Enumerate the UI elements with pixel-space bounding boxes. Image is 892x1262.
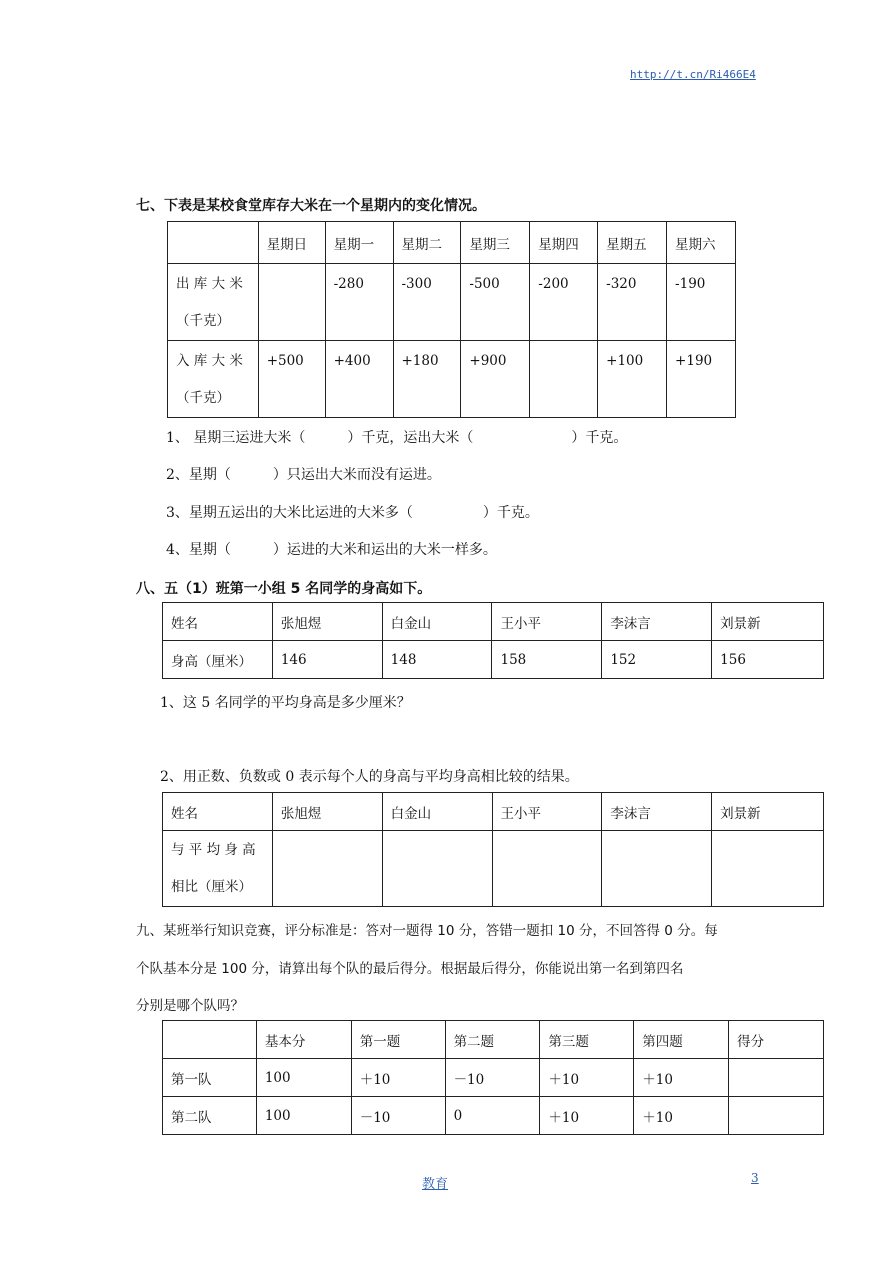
- question-7-2: 2、星期（ ）只运出大米而没有运进。: [166, 467, 441, 483]
- table-header-cell: 第三题: [540, 1021, 634, 1059]
- day-header: 星期一: [325, 222, 393, 264]
- row-label-incoming: [168, 341, 259, 418]
- answer-cell: [272, 831, 382, 907]
- day-header: 星期二: [393, 222, 461, 264]
- table-row-incoming: [168, 341, 736, 418]
- table-row-team-2: [163, 1097, 824, 1135]
- question-8-2: 2、用正数、负数或 0 表示每个人的身高与平均身高相比较的结果。: [160, 769, 579, 785]
- table-header-cell: 第一题: [351, 1021, 445, 1059]
- section-8-title: 八、五（1）班第一小组 5 名同学的身高如下。: [136, 581, 432, 597]
- table-header-cell: 白金山: [382, 603, 492, 641]
- table-cell: 100: [256, 1059, 351, 1097]
- table-cell: －10: [351, 1097, 445, 1135]
- table-cell: 152: [602, 641, 712, 679]
- section-9-line-3: 分别是哪个队吗？: [136, 998, 244, 1014]
- table-header-row: [168, 222, 736, 264]
- table-cell: 146: [272, 641, 382, 679]
- page-number: 3: [751, 1171, 759, 1185]
- table-cell: 第二队: [163, 1097, 257, 1135]
- table-cell: ＋10: [540, 1059, 634, 1097]
- table-header-cell: 王小平: [492, 793, 602, 831]
- table-cell: ＋10: [351, 1059, 445, 1097]
- row-label-line: 与 平 均 身 高: [171, 841, 256, 858]
- table-cell: 100: [256, 1097, 351, 1135]
- table-cell: [530, 341, 598, 418]
- row-label-outgoing: [168, 264, 259, 341]
- question-7-3: 3、星期五运出的大米比运进的大米多（ ）千克。: [166, 505, 539, 521]
- table-header-cell: 张旭煜: [272, 603, 382, 641]
- table-cell: +190: [667, 341, 736, 418]
- table-row-team-1: [163, 1059, 824, 1097]
- table-cell: －10: [445, 1059, 540, 1097]
- row-label-unit: （千克）: [176, 313, 230, 329]
- day-header: 星期五: [598, 222, 667, 264]
- table-cell: +900: [461, 341, 530, 418]
- answer-cell: [382, 831, 492, 907]
- footer-link[interactable]: 教育: [422, 1177, 449, 1192]
- question-7-1: 1、 星期三运进大米（ ）千克，运出大米（ ）千克。: [166, 430, 628, 446]
- table-cell: ＋10: [634, 1097, 729, 1135]
- answer-cell: [492, 831, 602, 907]
- table-row: [163, 641, 824, 679]
- row-label-comparison: [163, 831, 273, 907]
- table-cell: ＋10: [634, 1059, 729, 1097]
- rice-inventory-table: [167, 221, 736, 418]
- row-label-line: 出 库 大 米: [176, 276, 243, 292]
- section-9-line-2: 个队基本分是 100 分，请算出每个队的最后得分。根据最后得分，你能说出第一名到第四名: [136, 961, 684, 977]
- height-table: [162, 602, 824, 679]
- table-header-cell: 李沫言: [602, 793, 712, 831]
- row-label-line: 入 库 大 米: [176, 353, 243, 369]
- table-header-cell: 张旭煜: [272, 793, 382, 831]
- header-url-link[interactable]: http://t.cn/Ri466E4: [630, 68, 756, 81]
- table-cell: +500: [258, 341, 325, 418]
- table-header-cell: 王小平: [492, 603, 602, 641]
- table-header-row: [163, 1021, 824, 1059]
- table-header-cell: 姓名: [163, 793, 273, 831]
- day-header: 星期四: [530, 222, 598, 264]
- day-header: 星期六: [667, 222, 736, 264]
- table-cell: 158: [492, 641, 602, 679]
- table-cell: 148: [382, 641, 492, 679]
- table-cell: -320: [598, 264, 667, 341]
- table-header-row: [163, 793, 824, 831]
- table-cell: 身高（厘米）: [163, 641, 273, 679]
- table-header-cell: 李沫言: [602, 603, 712, 641]
- table-header-row: [163, 603, 824, 641]
- answer-cell: [602, 831, 712, 907]
- table-cell: [729, 1097, 824, 1135]
- table-corner-cell: [168, 222, 259, 264]
- table-header-cell: 第二题: [445, 1021, 540, 1059]
- table-cell: [258, 264, 325, 341]
- quiz-score-table: [162, 1020, 824, 1135]
- height-comparison-table: [162, 792, 824, 907]
- answer-cell: [712, 831, 824, 907]
- table-header-cell: [163, 1021, 257, 1059]
- table-header-cell: 得分: [729, 1021, 824, 1059]
- table-header-cell: 刘景新: [712, 603, 824, 641]
- table-cell: ＋10: [540, 1097, 634, 1135]
- table-cell: +180: [393, 341, 461, 418]
- table-cell: [729, 1059, 824, 1097]
- table-row-outgoing: [168, 264, 736, 341]
- table-cell: -280: [325, 264, 393, 341]
- table-header-cell: 基本分: [256, 1021, 351, 1059]
- table-cell: +100: [598, 341, 667, 418]
- row-label-unit: （千克）: [176, 390, 230, 406]
- question-7-4: 4、星期（ ）运进的大米和运出的大米一样多。: [166, 542, 497, 558]
- section-9-line-1: 九、某班举行知识竞赛，评分标准是：答对一题得 10 分，答错一题扣 10 分，不回答得 0 分。每: [136, 923, 718, 939]
- table-cell: 0: [445, 1097, 540, 1135]
- row-label-unit: 相比（厘米）: [171, 878, 252, 895]
- table-header-cell: 刘景新: [712, 793, 824, 831]
- table-cell: -500: [461, 264, 530, 341]
- question-8-1: 1、这 5 名同学的平均身高是多少厘米？: [160, 695, 411, 711]
- section-7-title: 七、下表是某校食堂库存大米在一个星期内的变化情况。: [136, 198, 486, 214]
- day-header: 星期三: [461, 222, 530, 264]
- table-header-cell: 姓名: [163, 603, 273, 641]
- table-header-cell: 白金山: [382, 793, 492, 831]
- table-header-cell: 第四题: [634, 1021, 729, 1059]
- table-cell: -300: [393, 264, 461, 341]
- table-row: [163, 831, 824, 907]
- table-cell: -190: [667, 264, 736, 341]
- table-cell: 第一队: [163, 1059, 257, 1097]
- table-cell: -200: [530, 264, 598, 341]
- table-cell: +400: [325, 341, 393, 418]
- day-header: 星期日: [258, 222, 325, 264]
- table-cell: 156: [712, 641, 824, 679]
